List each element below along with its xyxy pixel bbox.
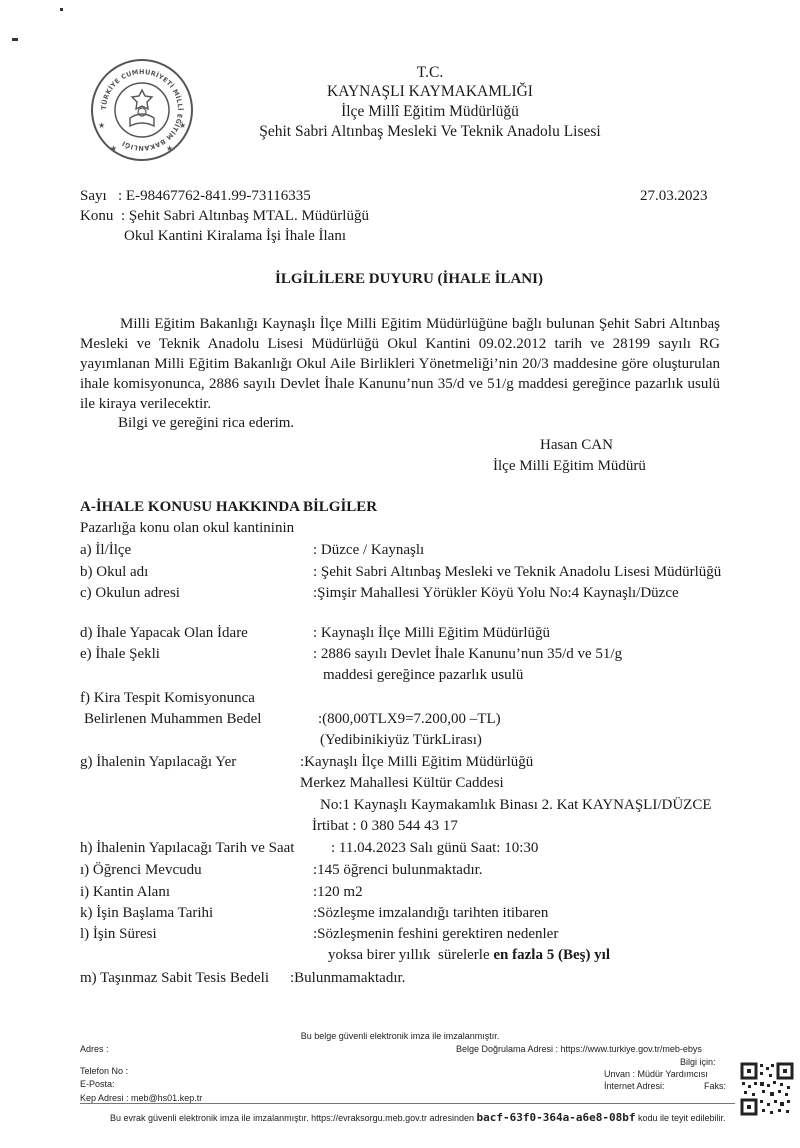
svg-text:TÜRKİYE CUMHURİYETİ MİLLÎ EĞİT — [99, 68, 185, 152]
signer-title: İlçe Milli Eğitim Müdürü — [493, 458, 646, 474]
item-e-value-2: maddesi gereğince pazarlık usulü — [323, 667, 524, 683]
item-g-value-3: No:1 Kaynaşlı Kaymakamlık Binası 2. Kat KAYNAŞLI/DÜZCE — [320, 797, 712, 813]
item-g-value-4: İrtibat : 0 380 544 43 17 — [312, 818, 458, 834]
item-e-label: e) İhale Şekli — [80, 646, 160, 662]
scan-mark — [12, 38, 18, 41]
item-d-label: d) İhale Yapacak Olan İdare — [80, 625, 248, 641]
footer-internet: İnternet Adresi: — [604, 1081, 665, 1091]
ministry-seal-icon — [90, 58, 194, 162]
item-g-value-1: :Kaynaşlı İlçe Milli Eğitim Müdürlüğü — [300, 754, 534, 770]
section-heading: A-İHALE KONUSU HAKKINDA BİLGİLER — [80, 499, 378, 515]
item-e-value-1: : 2886 sayılı Devlet İhale Kanunu’nun 35/d ve 51/g — [313, 646, 623, 662]
item-f-value-1: :(800,00TLX9=7.200,00 –TL) — [318, 711, 501, 727]
item-i2-label: i) Kantin Alanı — [80, 884, 170, 900]
footer-verify-note — [110, 1111, 726, 1124]
konu-label: Konu — [80, 208, 114, 224]
footer-telefon: Telefon No : — [80, 1066, 129, 1076]
header-tc: T.C. — [416, 64, 444, 81]
item-l-value-2-normal: yoksa birer yıllık sürelerle — [328, 947, 494, 963]
svg-text:★: ★ — [110, 144, 118, 153]
svg-text:★: ★ — [179, 121, 187, 130]
footer-unvan: Unvan : Müdür Yardımcısı — [604, 1069, 708, 1079]
item-b-label: b) Okul adı — [80, 564, 149, 580]
item-d-value: : Kaynaşlı İlçe Milli Eğitim Müdürlüğü — [313, 625, 551, 641]
item-f-label-1: f) Kira Tespit Komisyonunca — [80, 690, 255, 706]
item-h-value: : 11.04.2023 Salı günü Saat: 10:30 — [331, 840, 539, 856]
item-g-label: g) İhalenin Yapılacağı Yer — [80, 754, 237, 770]
sayi-label: Sayı — [80, 188, 107, 204]
item-a-value: : Düzce / Kaynaşlı — [313, 542, 425, 558]
footer-esign-note: Bu belge güvenli elektronik imza ile imzalanmıştır. — [300, 1031, 500, 1041]
verification-code: bacf-63f0-364a-a6e8-08bf — [476, 1111, 636, 1124]
qr-code-icon — [740, 1062, 794, 1116]
document-date: 27.03.2023 — [640, 188, 708, 204]
footer-verify-text: Bu evrak güvenli elektronik imza ile imzalanmıştır. https://evraksorgu.meb.gov.tr adresinden — [110, 1113, 474, 1123]
konu-value-2: Okul Kantini Kiralama İşi İhale İlanı — [124, 228, 347, 244]
header-school: Şehit Sabri Altınbaş Mesleki Ve Teknik Anadolu Lisesi — [259, 123, 601, 140]
svg-text:★: ★ — [98, 121, 106, 130]
sayi-value: : E-98467762-841.99-73116335 — [118, 188, 311, 204]
item-h-label: h) İhalenin Yapılacağı Tarih ve Saat — [80, 840, 295, 856]
header-mudurluk: İlçe Millî Eğitim Müdürlüğü — [341, 103, 519, 120]
closing-line: Bilgi ve gereğini rica ederim. — [118, 415, 295, 431]
item-f-label-2: Belirlenen Muhammen Bedel — [84, 711, 262, 727]
scan-mark — [60, 8, 63, 11]
item-b-value: : Şehit Sabri Altınbaş Mesleki ve Teknik Anadolu Lisesi Müdürlüğü — [313, 564, 722, 580]
svg-text:★: ★ — [166, 144, 174, 153]
item-g-value-2: Merkez Mahallesi Kültür Caddesi — [300, 775, 504, 791]
footer-faks: Faks: — [704, 1081, 727, 1091]
footer-kep: Kep Adresi : meb@hs01.kep.tr — [80, 1093, 203, 1103]
item-i1-label: ı) Öğrenci Mevcudu — [80, 862, 202, 878]
item-l-value-1: :Sözleşmenin feshini gerektiren nedenler — [313, 926, 559, 942]
footer-bilgi: Bilgi için: — [680, 1057, 716, 1067]
signer-name: Hasan CAN — [540, 437, 613, 453]
item-k-value: :Sözleşme imzalandığı tarihten itibaren — [313, 905, 549, 921]
item-i2-value: :120 m2 — [313, 884, 363, 900]
section-intro: Pazarlığa konu olan okul kantininin — [80, 520, 295, 536]
item-c-value: :Şimşir Mahallesi Yörükler Köyü Yolu No:4 Kaynaşlı/Düzce — [313, 585, 679, 601]
footer-adres: Adres : — [80, 1044, 109, 1054]
item-k-label: k) İşin Başlama Tarihi — [80, 905, 214, 921]
item-l-value-2-bold: en fazla 5 (Beş) yıl — [493, 947, 611, 963]
footer-eposta: E-Posta: — [80, 1079, 115, 1089]
item-c-label: c) Okulun adresi — [80, 585, 180, 601]
header-kaymakamlik: KAYNAŞLI KAYMAKAMLIĞI — [327, 83, 533, 100]
item-i1-value: :145 öğrenci bulunmaktadır. — [313, 862, 483, 878]
seal-ring-text: TÜRKİYE CUMHURİYETİ MİLLÎ EĞİTİM BAKANLIĞI — [99, 67, 185, 153]
footer-divider — [80, 1103, 735, 1104]
footer-verify-suffix: kodu ile teyit edilebilir. — [637, 1113, 726, 1123]
item-a-label: a) İl/İlçe — [80, 542, 132, 558]
item-f-value-2: (Yedibinikiyüz TürkLirası) — [320, 732, 482, 748]
notice-title: İLGİLİLERE DUYURU (İHALE İLANI) — [275, 271, 543, 287]
footer-verify-url: Belge Doğrulama Adresi : https://www.turkiye.gov.tr/meb-ebys — [456, 1044, 702, 1054]
item-l-value-2 — [328, 947, 610, 964]
item-m-label: m) Taşınmaz Sabit Tesis Bedeli — [80, 970, 269, 986]
item-m-value: :Bulunmamaktadır. — [290, 970, 406, 986]
konu-value-1: : Şehit Sabri Altınbaş MTAL. Müdürlüğü — [121, 208, 369, 224]
item-l-label: l) İşin Süresi — [80, 926, 157, 942]
body-paragraph: Milli Eğitim Bakanlığı Kaynaşlı İlçe Milli Eğitim Müdürlüğüne bağlı bulunan Şehit Sabri Altınbaş Mesleki ve Teknik Anadolu Lisesi Müdürlüğü Okul Kantini 09.02.2012 tarih ve 28199 sayılı RG yayımlanan Milli Eğitim Bakanlığı Okul Aile Birlikleri Yönetmeliği’nin 20/3 maddesine göre oluşturulan ihale komisyonunca, 2886 sayılı Devlet İhale Kanunu’nun 35/d ve 51/g maddesi gereğince pazarlık usulü ile kiraya verilecektir. — [80, 316, 720, 412]
